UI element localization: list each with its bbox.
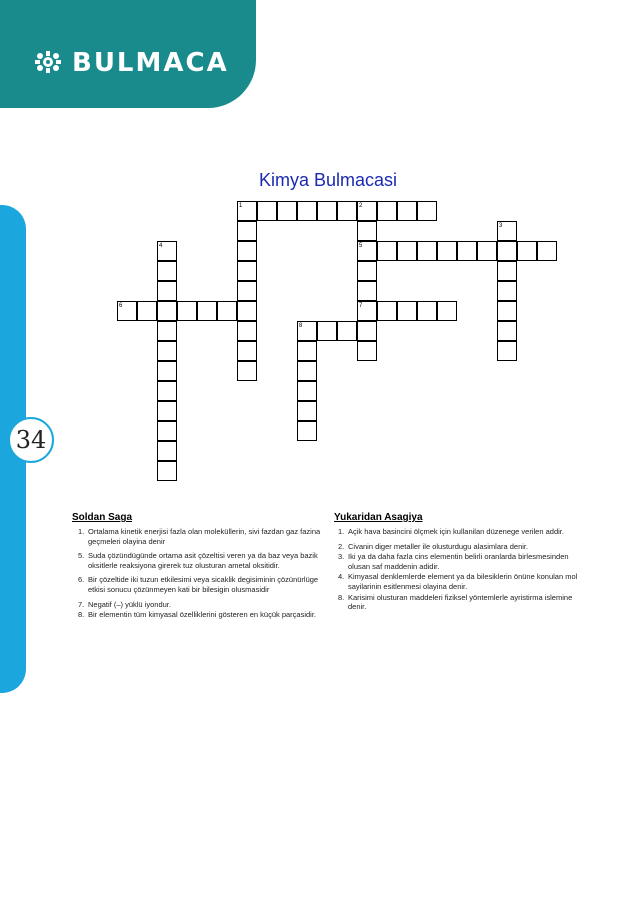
crossword-cell[interactable] xyxy=(357,261,377,281)
crossword-cell[interactable] xyxy=(237,201,257,221)
crossword-cell[interactable] xyxy=(517,241,537,261)
crossword-cell[interactable] xyxy=(477,241,497,261)
crossword-cell[interactable] xyxy=(537,241,557,261)
puzzle-title: Kimya Bulmacasi xyxy=(258,170,398,190)
crossword-cell[interactable] xyxy=(297,421,317,441)
crossword-cell[interactable] xyxy=(217,301,237,321)
clue-item: 2. Civanin diger metaller ile olusturdugu alasimlara denir. xyxy=(338,541,529,551)
down-heading: Yukaridan Asagiya xyxy=(334,512,423,523)
crossword-cell[interactable] xyxy=(357,221,377,241)
crossword-cell[interactable] xyxy=(157,361,177,381)
crossword-cell[interactable] xyxy=(297,201,317,221)
cell-number: 8 xyxy=(299,323,303,329)
crossword-cell[interactable] xyxy=(417,301,437,321)
crossword-cell[interactable] xyxy=(157,421,177,441)
crossword-cell[interactable] xyxy=(497,281,517,301)
cell-number: 6 xyxy=(119,303,123,309)
crossword-cell[interactable] xyxy=(237,261,257,281)
cell-number: 3 xyxy=(499,223,503,229)
crossword-cell[interactable] xyxy=(337,321,357,341)
crossword-cell[interactable] xyxy=(197,301,217,321)
crossword-cell[interactable] xyxy=(237,241,257,261)
cell-number: 1 xyxy=(239,203,243,209)
clue-item: 1. Ortalama kinetik enerjisi fazla olan moleküllerin, sivi fazdan gaz fazina geçmeleri olayina denir xyxy=(78,527,321,546)
crossword-cell[interactable] xyxy=(357,321,377,341)
cell-number: 5 xyxy=(359,243,363,249)
crossword-cell[interactable] xyxy=(377,201,397,221)
down-clues xyxy=(338,527,584,617)
crossword-cell[interactable] xyxy=(157,241,177,261)
crossword-cell[interactable] xyxy=(437,241,457,261)
clue-item: 8. Bir elementin tüm kimyasal özelliklerini gösteren en küçük parçasidir. xyxy=(78,610,317,620)
crossword-cell[interactable] xyxy=(297,381,317,401)
cell-number: 4 xyxy=(159,243,163,249)
crossword-cell[interactable] xyxy=(377,241,397,261)
clue-item: 5. Suda çözündügünde ortama asit çözeltisi veren ya da baz veya bazik oksitlerle reaksiyona girerek tuz olusturan ametal oksitidir. xyxy=(78,551,318,570)
crossword-cell[interactable] xyxy=(157,381,177,401)
crossword-cell[interactable] xyxy=(397,241,417,261)
across-clues xyxy=(78,527,326,625)
crossword-cell[interactable] xyxy=(297,341,317,361)
clue-item: 3. Iki ya da daha fazla cins elementin belirli oranlarda birlesmesinden olusan saf maddenin adidir. xyxy=(338,552,569,571)
crossword-cell[interactable] xyxy=(417,241,437,261)
crossword-cell[interactable] xyxy=(157,401,177,421)
crossword-cell[interactable] xyxy=(357,201,377,221)
crossword-cell[interactable] xyxy=(357,341,377,361)
cell-number: 7 xyxy=(359,303,363,309)
crossword-cell[interactable] xyxy=(157,261,177,281)
crossword-cell[interactable] xyxy=(277,201,297,221)
crossword-cell[interactable] xyxy=(497,261,517,281)
crossword-cell[interactable] xyxy=(297,361,317,381)
crossword-cell[interactable] xyxy=(137,301,157,321)
crossword-cell[interactable] xyxy=(297,321,317,341)
crossword-cell[interactable] xyxy=(317,201,337,221)
crossword-cell[interactable] xyxy=(417,201,437,221)
crossword-cell[interactable] xyxy=(377,301,397,321)
crossword-cell[interactable] xyxy=(157,441,177,461)
crossword-cell[interactable] xyxy=(237,221,257,241)
crossword-cell[interactable] xyxy=(177,301,197,321)
crossword-cell[interactable] xyxy=(237,281,257,301)
crossword-cell[interactable] xyxy=(257,201,277,221)
clue-item: 4. Kimyasal denklemlerde element ya da bilesiklerin önüne konulan mol sayilarinin esitlenmesi olayina denir. xyxy=(338,572,578,591)
crossword-cell[interactable] xyxy=(357,241,377,261)
crossword-cell[interactable] xyxy=(497,301,517,321)
crossword-cell[interactable] xyxy=(237,341,257,361)
crossword-cell[interactable] xyxy=(157,461,177,481)
crossword-cell[interactable] xyxy=(497,241,517,261)
crossword-cell[interactable] xyxy=(237,321,257,341)
crossword-cell[interactable] xyxy=(317,321,337,341)
crossword-cell[interactable] xyxy=(357,301,377,321)
crossword-cell[interactable] xyxy=(337,201,357,221)
clue-item: 6. Bir çözeltide iki tuzun etkilesimi veya sicaklik degisiminin çözünürlüge etkisi sonucu çözünmeyen kati bir bilesigin olusmasidir xyxy=(78,575,319,594)
crossword-cell[interactable] xyxy=(237,301,257,321)
crossword-cell[interactable] xyxy=(237,361,257,381)
crossword-cell[interactable] xyxy=(457,241,477,261)
crossword-cell[interactable] xyxy=(497,341,517,361)
crossword-cell[interactable] xyxy=(397,201,417,221)
crossword-cell[interactable] xyxy=(497,221,517,241)
crossword-cell[interactable] xyxy=(397,301,417,321)
cell-number: 2 xyxy=(359,203,363,209)
clue-item: 8. Karisimi olusturan maddeleri fiziksel yöntemlerle ayristirma islemine denir. xyxy=(338,592,573,612)
crossword-cell[interactable] xyxy=(297,401,317,421)
clue-item: 7. Negatif (–) yüklü iyondur. xyxy=(78,599,171,609)
header-title: BULMACA xyxy=(72,48,229,78)
crossword-cell[interactable] xyxy=(157,281,177,301)
header-banner xyxy=(0,0,256,108)
crossword-cell[interactable] xyxy=(357,281,377,301)
crossword-cell[interactable] xyxy=(437,301,457,321)
crossword-cell[interactable] xyxy=(157,341,177,361)
puzzle-logo-icon xyxy=(34,50,62,74)
clue-item: 1. Açik hava basincini ölçmek için kullanilan düzenege verilen addir. xyxy=(338,527,564,536)
crossword-cell[interactable] xyxy=(157,321,177,341)
crossword-cell[interactable] xyxy=(117,301,137,321)
crossword-cell[interactable] xyxy=(497,321,517,341)
crossword-cell[interactable] xyxy=(157,301,177,321)
page-number: 34 xyxy=(8,417,54,463)
across-heading: Soldan Saga xyxy=(72,512,133,523)
